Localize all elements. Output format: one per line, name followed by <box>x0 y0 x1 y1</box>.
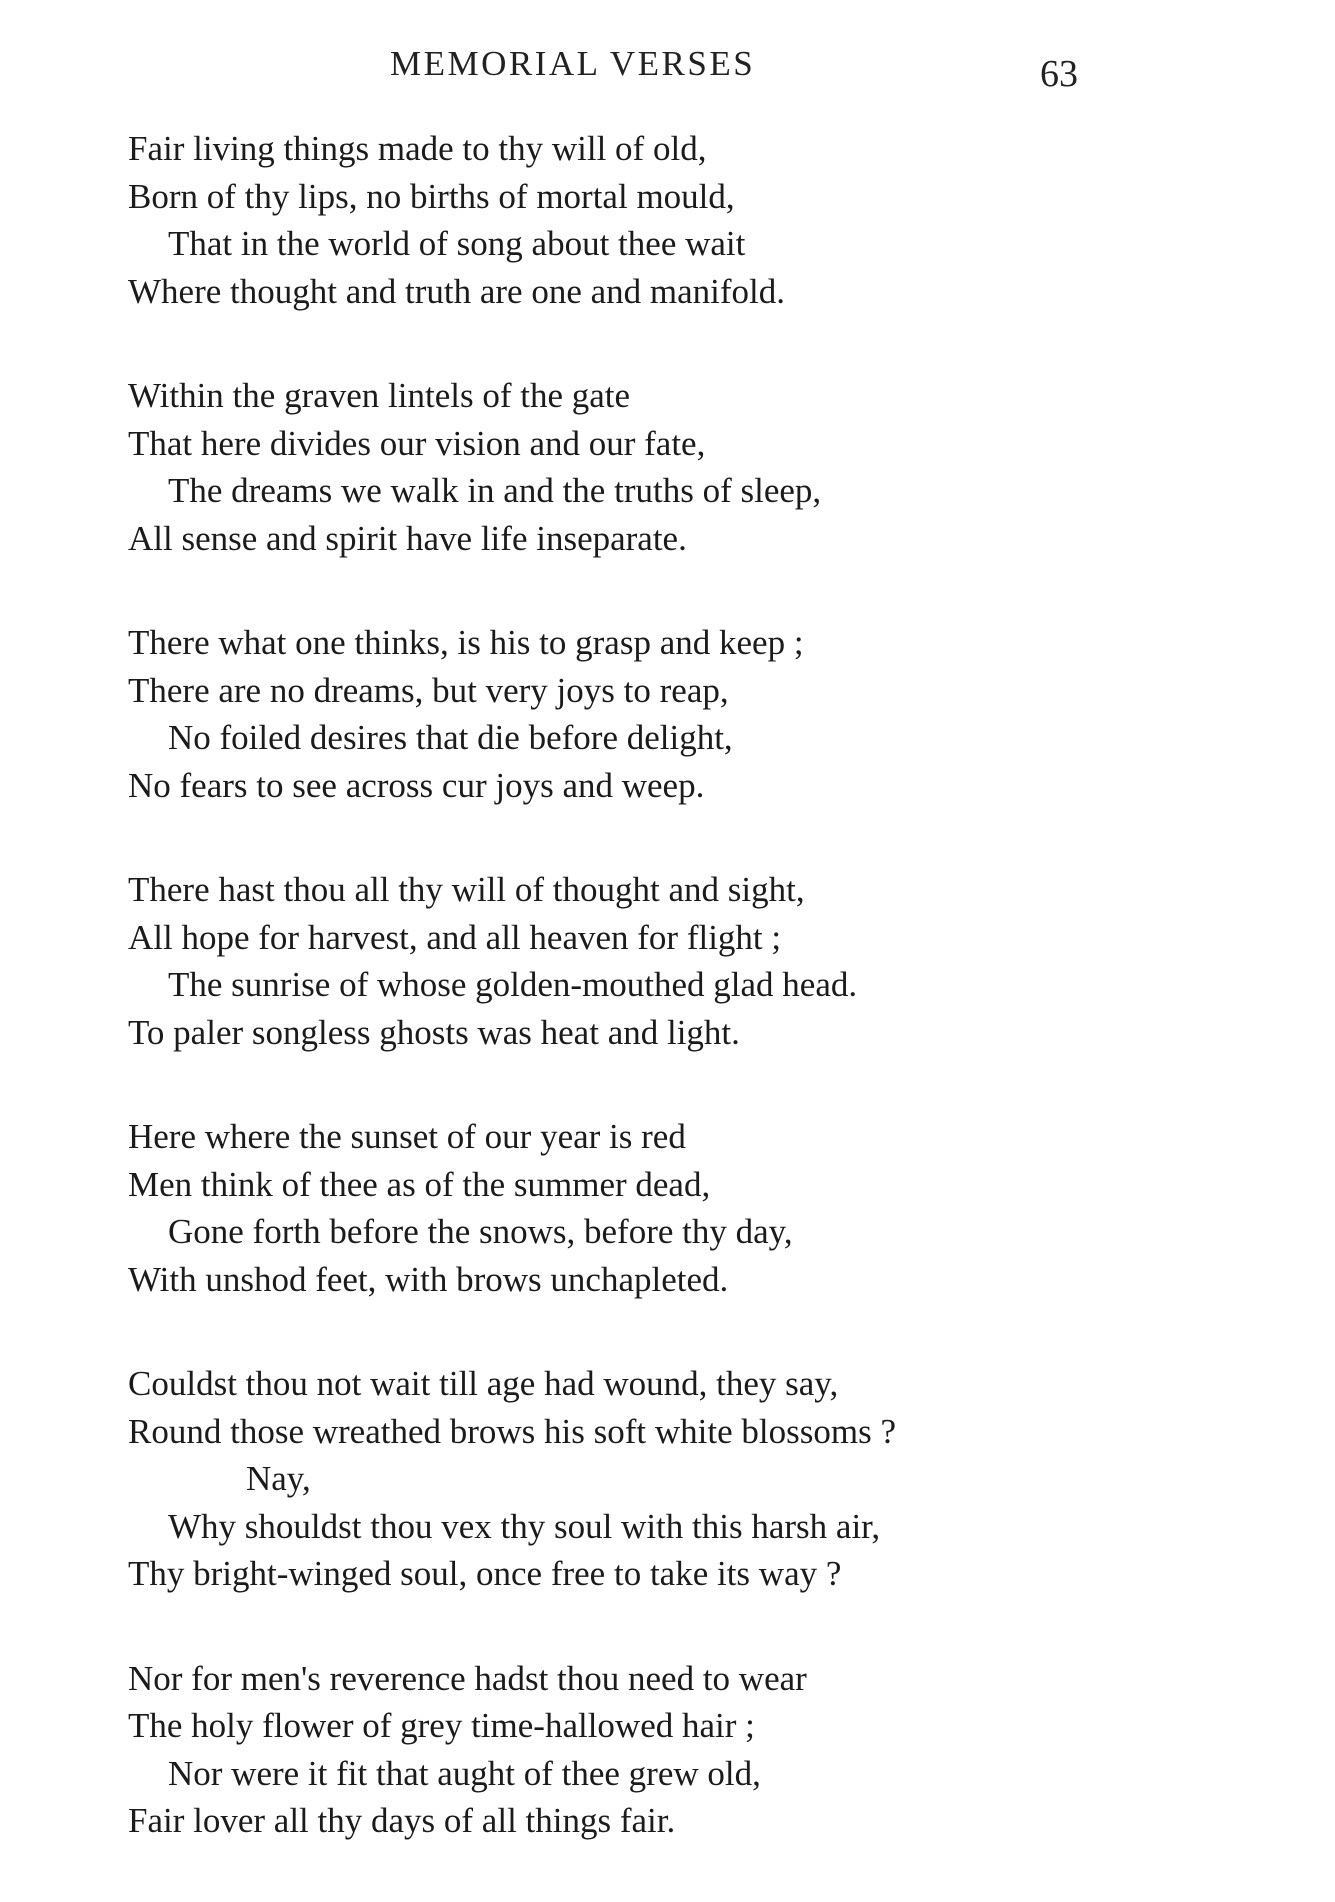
stanza-2 <box>128 372 1128 562</box>
verse-line: Nay, <box>246 1459 311 1498</box>
poem-body <box>128 125 1128 1902</box>
verse-line: Born of thy lips, no births of mortal mould, <box>128 176 735 216</box>
stanza-5 <box>128 1113 1128 1303</box>
stanza-7 <box>128 1655 1128 1845</box>
verse-line: Thy bright-winged soul, once free to take its way ? <box>128 1554 842 1593</box>
stanza-3 <box>128 619 1128 809</box>
verse-line: Here where the sunset of our year is red <box>128 1117 686 1156</box>
stanza-1 <box>128 125 1128 315</box>
verse-line: There what one thinks, is his to grasp and keep ; <box>128 623 804 662</box>
verse-line: There are no dreams, but very joys to reap, <box>128 670 729 710</box>
verse-line: Why shouldst thou vex thy soul with this harsh air, <box>168 1506 881 1546</box>
verse-line: The sunrise of whose golden-mouthed glad head. <box>168 965 858 1004</box>
verse-line: Where thought and truth are one and manifold. <box>128 271 786 311</box>
verse-line: All hope for harvest, and all heaven for flight ; <box>128 917 782 957</box>
verse-line: Fair living things made to thy will of old, <box>128 129 707 168</box>
verse-line: With unshod feet, with brows unchapleted. <box>128 1259 729 1299</box>
verse-line: No fears to see across cur joys and weep. <box>128 765 705 805</box>
verse-line: That in the world of song about thee wait <box>168 224 746 263</box>
running-head <box>0 44 1335 94</box>
verse-line: To paler songless ghosts was heat and light. <box>128 1012 740 1052</box>
verse-line: Couldst thou not wait till age had wound, they say, <box>128 1364 839 1403</box>
verse-line: Round those wreathed brows his soft white blossoms ? <box>128 1411 896 1451</box>
verse-line: Nor for men's reverence hadst thou need to wear <box>128 1658 807 1698</box>
verse-line: Fair lover all thy days of all things fair. <box>128 1801 676 1840</box>
verse-line: All sense and spirit have life inseparate. <box>128 518 687 558</box>
page-number: 63 <box>1040 53 1078 95</box>
verse-line: Nor were it fit that aught of thee grew old, <box>168 1753 761 1793</box>
verse-line: Gone forth before the snows, before thy day, <box>168 1212 793 1251</box>
stanza-6 <box>128 1360 1128 1598</box>
stanza-4 <box>128 866 1128 1056</box>
verse-line: There hast thou all thy will of thought and sight, <box>128 870 805 909</box>
running-title: MEMORIAL VERSES <box>390 44 756 83</box>
verse-line: Within the graven lintels of the gate <box>128 376 631 415</box>
verse-line: No foiled desires that die before delight, <box>168 718 733 757</box>
verse-line: That here divides our vision and our fate, <box>128 423 706 463</box>
verse-line: The holy flower of grey time-hallowed hair ; <box>128 1706 755 1745</box>
verse-line: Men think of thee as of the summer dead, <box>128 1164 711 1204</box>
verse-line: The dreams we walk in and the truths of sleep, <box>168 471 822 510</box>
